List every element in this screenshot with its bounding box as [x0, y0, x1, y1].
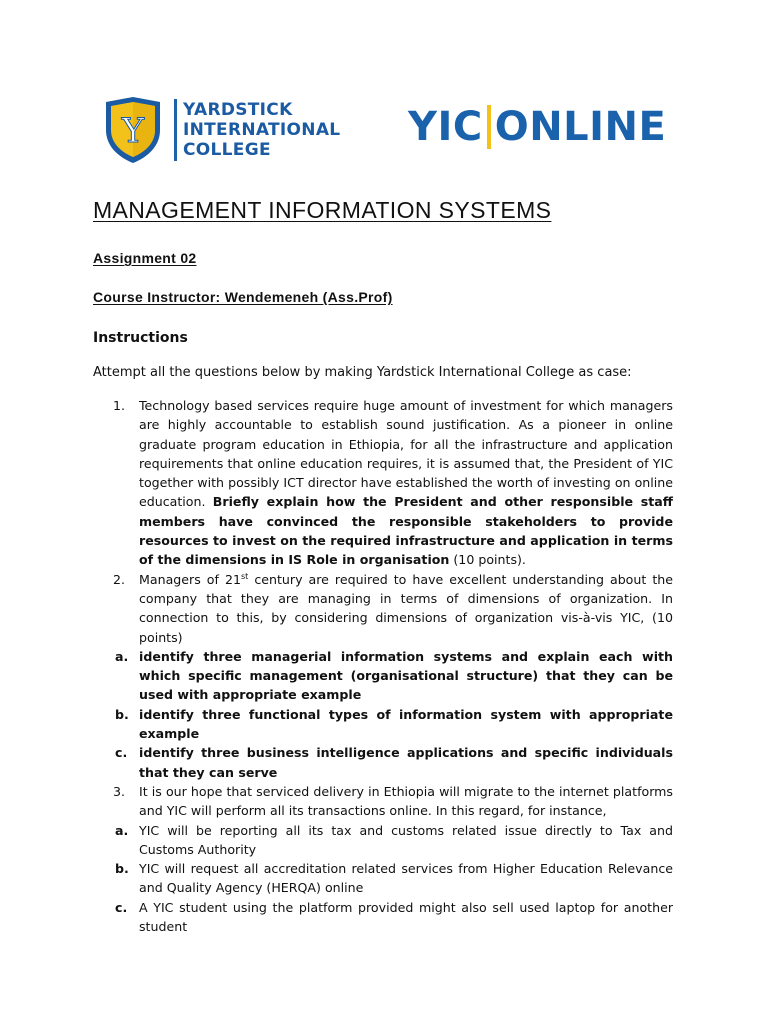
question-list	[93, 396, 673, 936]
question-text: Technology based services require huge amount of investment for which managers are highly accountable to establish sound justification. As a pioneer in online graduate program education in Ethiopia, for all the infrastructure and application requirements that online education requires, it is assumed that, the President of YIC together with possibly ICT director have established the worth of investing on online education.	[139, 398, 673, 510]
yic-online-logo	[408, 104, 666, 150]
logo-separator-bar	[487, 105, 491, 149]
sub-question-list	[93, 647, 673, 782]
logo-divider	[174, 99, 177, 161]
question-number: 2.	[113, 571, 126, 587]
college-name-line: COLLEGE	[183, 140, 271, 160]
sub-question-text: YIC will request all accreditation related services from Higher Education Relevance and Quality Agency (HERQA) online	[139, 861, 673, 896]
sub-question-item	[93, 705, 673, 744]
question-points: (10 points).	[453, 552, 526, 568]
intro-text: Attempt all the questions below by making Yardstick International College as case:	[93, 365, 632, 380]
sub-question-text: YIC will be reporting all its tax and customs related issue directly to Tax and Customs Authority	[139, 822, 673, 857]
question-bold-text: Briefly explain how the President and other responsible staff members have convinced the responsible stakeholders to provide resources to invest on the required infrastructure and application in terms of the dimensions in IS Role in organisation	[139, 494, 673, 568]
yic-logo-left: YIC	[408, 104, 483, 150]
sub-question-text: identify three managerial information systems and explain each with which specific management (organisational structure) that they can be used with appropriate example	[139, 648, 673, 703]
question-item	[93, 782, 673, 821]
college-name-line: INTERNATIONAL	[183, 120, 341, 140]
question-body	[139, 782, 673, 821]
question-text: It is our hope that serviced delivery in Ethiopia will migrate to the internet platforms and YIC will perform all its transactions online. In this regard, for instance,	[139, 783, 673, 819]
sub-question-letter: b.	[115, 861, 129, 877]
instructor-label: Course Instructor: Wendemeneh (Ass.Prof)	[93, 289, 393, 305]
sub-question-letter: c.	[115, 899, 128, 915]
yic-logo-right: ONLINE	[494, 104, 667, 150]
sub-question-list	[93, 821, 673, 937]
college-name	[183, 100, 340, 160]
svg-text:Y: Y	[121, 111, 145, 151]
question-number: 3.	[113, 783, 126, 799]
sub-question-item	[93, 821, 673, 860]
question-body	[139, 570, 673, 647]
sub-question-item	[93, 743, 673, 782]
sub-question-item	[93, 898, 673, 937]
document-title: MANAGEMENT INFORMATION SYSTEMS	[93, 197, 552, 223]
sub-question-letter: a.	[115, 648, 129, 664]
sub-question-item	[93, 647, 673, 705]
instructions-heading: Instructions	[93, 330, 188, 346]
question-number: 1.	[113, 398, 126, 413]
assignment-label: Assignment 02	[93, 250, 197, 266]
sub-question-letter: c.	[115, 745, 128, 761]
sub-question-text: identify three functional types of information system with appropriate example	[139, 706, 673, 742]
question-text-prefix: Managers of 21	[139, 571, 241, 587]
sub-question-text: identify three business intelligence applications and specific individuals that they can serve	[139, 745, 673, 780]
yardstick-logo	[102, 96, 340, 164]
sub-question-item	[93, 859, 673, 898]
question-item	[93, 396, 673, 570]
question-body	[139, 396, 673, 570]
college-name-line: YARDSTICK	[183, 100, 293, 120]
shield-icon	[102, 96, 164, 164]
question-text: century are required to have excellent understanding about the company that they are managing in terms of dimensions of organization. In connection to this, by considering dimensions of organization vis-à-vis YIC, (10 points)	[139, 571, 673, 645]
ordinal-suffix: st	[240, 571, 249, 581]
sub-question-letter: b.	[115, 706, 129, 722]
question-item	[93, 570, 673, 647]
sub-question-letter: a.	[115, 822, 129, 838]
sub-question-text: A YIC student using the platform provided might also sell used laptop for another student	[139, 899, 673, 935]
